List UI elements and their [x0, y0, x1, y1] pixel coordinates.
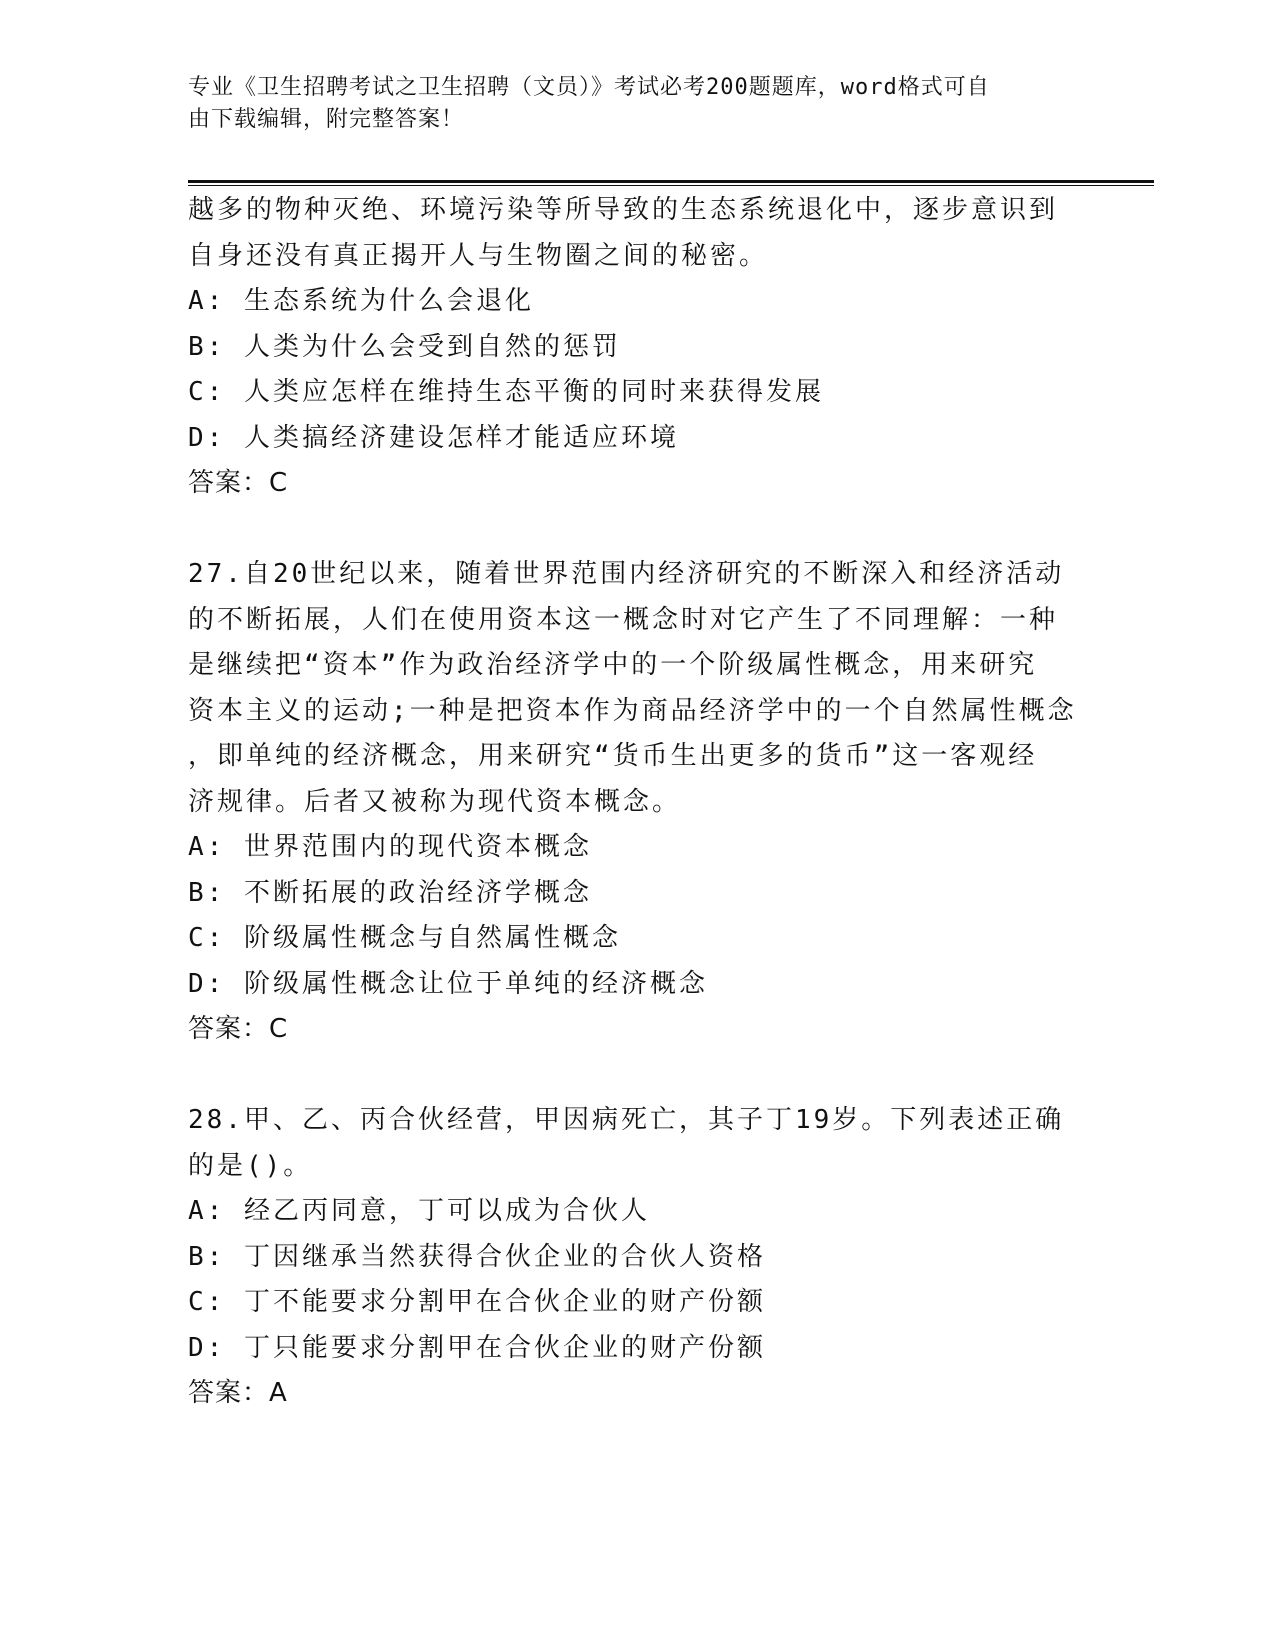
header-divider	[188, 180, 1154, 186]
question-stem-line: 27.自20世纪以来，随着世界范围内经济研究的不断深入和经济活动	[188, 559, 1065, 589]
option-a: A: 经乙丙同意，丁可以成为合伙人	[188, 1196, 650, 1226]
question-27	[188, 552, 1088, 1053]
question-continued	[188, 188, 1088, 507]
option-a: A: 生态系统为什么会退化	[188, 286, 534, 316]
option-b: B: 人类为什么会受到自然的惩罚	[188, 331, 621, 362]
option-b: B: 不断拓展的政治经济学概念	[188, 877, 592, 908]
question-stem-line: 的是()。	[188, 1150, 313, 1181]
answer-line: 答案：C	[188, 1014, 289, 1044]
spacer	[188, 1053, 1088, 1099]
option-c: C: 丁不能要求分割甲在合伙企业的财产份额	[188, 1287, 766, 1317]
header-line-2: 由下载编辑，附完整答案！	[188, 107, 465, 132]
option-c: C: 人类应怎样在维持生态平衡的同时来获得发展	[188, 377, 824, 407]
question-stem-line: 的不断拓展，人们在使用资本这一概念时对它产生了不同理解：一种	[188, 604, 1059, 635]
option-b: B: 丁因继承当然获得合伙企业的合伙人资格	[188, 1241, 766, 1272]
document-body	[188, 188, 1088, 1417]
question-stem-line: 自身还没有真正揭开人与生物圈之间的秘密。	[188, 240, 769, 271]
question-stem-line: ，即单纯的经济概念，用来研究“货币生出更多的货币”这一客观经	[188, 741, 1038, 771]
option-d: D: 阶级属性概念让位于单纯的经济概念	[188, 968, 708, 999]
option-d: D: 人类搞经济建设怎样才能适应环境	[188, 422, 679, 453]
option-d: D: 丁只能要求分割甲在合伙企业的财产份额	[188, 1332, 766, 1363]
option-c: C: 阶级属性概念与自然属性概念	[188, 923, 621, 953]
header-line-1: 专业《卫生招聘考试之卫生招聘（文员）》考试必考200题题库，word格式可自	[188, 75, 990, 100]
question-stem-line: 越多的物种灭绝、环境污染等所导致的生态系统退化中，逐步意识到	[188, 195, 1059, 225]
question-stem-line: 28.甲、乙、丙合伙经营，甲因病死亡，其子丁19岁。下列表述正确	[188, 1105, 1065, 1135]
page-header	[188, 72, 1068, 136]
question-stem-line: 是继续把“资本”作为政治经济学中的一个阶级属性概念，用来研究	[188, 650, 1038, 680]
question-28	[188, 1098, 1088, 1417]
question-stem-line: 资本主义的运动;一种是把资本作为商品经济学中的一个自然属性概念	[188, 695, 1077, 726]
question-stem-line: 济规律。后者又被称为现代资本概念。	[188, 786, 682, 817]
spacer	[188, 507, 1088, 553]
answer-line: 答案：C	[188, 468, 289, 498]
option-a: A: 世界范围内的现代资本概念	[188, 832, 592, 862]
answer-line: 答案：A	[188, 1378, 288, 1408]
